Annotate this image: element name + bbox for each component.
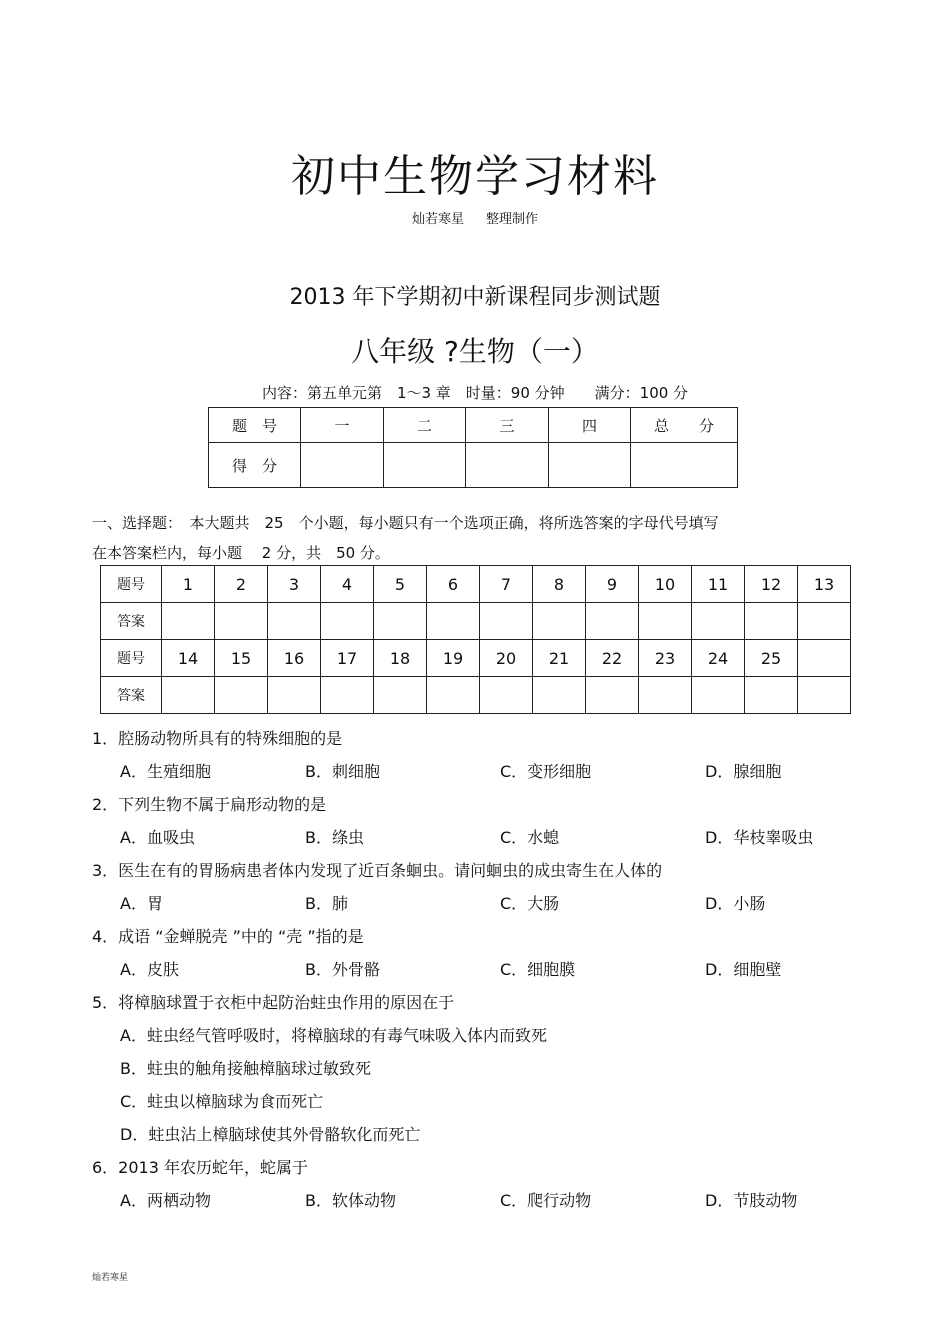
score-header-cell: 题 号	[209, 408, 301, 443]
question-number-cell: 16	[268, 640, 321, 677]
answer-cell[interactable]	[692, 677, 745, 714]
question-stem: 1．腔肠动物所具有的特殊细胞的是	[92, 729, 343, 748]
question-number-cell: 20	[480, 640, 533, 677]
answer-cell[interactable]	[321, 603, 374, 640]
answer-cell[interactable]	[745, 603, 798, 640]
credit-note: 整理制作	[486, 212, 539, 227]
question-number-cell: 23	[639, 640, 692, 677]
exam-title: 2013 年下学期初中新课程同步测试题	[289, 285, 661, 310]
answer-cell[interactable]	[427, 677, 480, 714]
exam-grade: 八年级 ?生物（一）	[351, 335, 599, 368]
question-number-cell: 25	[745, 640, 798, 677]
footer-text: 灿若寒星	[92, 1273, 129, 1283]
answer-cell[interactable]	[268, 677, 321, 714]
question-number-cell: 4	[321, 566, 374, 603]
question-number-cell: 1	[162, 566, 215, 603]
credit-author: 灿若寒星	[411, 212, 464, 227]
question-option: A．皮肤	[120, 960, 179, 979]
question-number-cell: 17	[321, 640, 374, 677]
score-input-cell[interactable]	[466, 443, 549, 488]
question-option: C．变形细胞	[500, 762, 592, 781]
question-number-cell: 6	[427, 566, 480, 603]
answer-cell[interactable]	[374, 677, 427, 714]
question-number-cell: 11	[692, 566, 745, 603]
answer-table-row-label: 题号	[101, 640, 162, 677]
score-header-cell: 总 分	[631, 408, 738, 443]
question-option: C．水螅	[500, 828, 560, 847]
answer-cell[interactable]	[321, 677, 374, 714]
question-number-cell: 18	[374, 640, 427, 677]
answer-cell[interactable]	[215, 677, 268, 714]
score-table	[208, 407, 738, 488]
question-stem: 3．医生在有的胃肠病患者体内发现了近百条蛔虫。请问蛔虫的成虫寄生在人体的	[92, 861, 663, 880]
answer-cell[interactable]	[162, 603, 215, 640]
question-option: B．刺细胞	[305, 762, 380, 781]
answer-cell[interactable]	[586, 677, 639, 714]
question-number-cell: 22	[586, 640, 639, 677]
score-input-cell[interactable]	[549, 443, 631, 488]
question-option: A．蛀虫经气管呼吸时，将樟脑球的有毒气味吸入体内而致死	[120, 1026, 547, 1045]
question-option: B．软体动物	[305, 1191, 396, 1210]
score-header-cell: 二	[384, 408, 466, 443]
answer-cell[interactable]	[798, 603, 851, 640]
question-number-cell: 19	[427, 640, 480, 677]
answer-cell[interactable]	[692, 603, 745, 640]
question-stem: 5．将樟脑球置于衣柜中起防治蛀虫作用的原因在于	[92, 993, 455, 1012]
answer-cell[interactable]	[745, 677, 798, 714]
question-option: D．华枝睾吸虫	[705, 828, 814, 847]
question-number-cell: 13	[798, 566, 851, 603]
answer-table-row-label: 题号	[101, 566, 162, 603]
answer-cell[interactable]	[798, 677, 851, 714]
answer-table-row-label: 答案	[101, 603, 162, 640]
exam-info: 内容：第五单元第 1～3 章 时量：90 分钟 满分：100 分	[261, 384, 689, 402]
score-input-cell[interactable]	[301, 443, 384, 488]
question-number-cell: 9	[586, 566, 639, 603]
question-number-cell: 15	[215, 640, 268, 677]
section-instructions	[92, 508, 852, 568]
question-option: B．肺	[305, 894, 348, 913]
section-line-1: 一、选择题： 本大题共 25 个小题，每小题只有一个选项正确，将所选答案的字母代号填写	[92, 514, 719, 532]
question-number-cell	[798, 640, 851, 677]
answer-cell[interactable]	[533, 677, 586, 714]
answer-cell[interactable]	[427, 603, 480, 640]
answer-cell[interactable]	[533, 603, 586, 640]
answer-cell[interactable]	[374, 603, 427, 640]
question-stem: 4．成语 “金蝉脱壳 ”中的 “壳 ”指的是	[92, 927, 364, 946]
answer-cell[interactable]	[268, 603, 321, 640]
question-number-cell: 12	[745, 566, 798, 603]
question-number-cell: 21	[533, 640, 586, 677]
credit-line	[0, 208, 950, 227]
question-option: C．大肠	[500, 894, 560, 913]
question-number-cell: 5	[374, 566, 427, 603]
score-header-cell: 三	[466, 408, 549, 443]
question-number-cell: 8	[533, 566, 586, 603]
question-option: A．胃	[120, 894, 163, 913]
document-title: 初中生物学习材料	[291, 151, 659, 202]
score-input-cell[interactable]	[384, 443, 466, 488]
question-option: B．绦虫	[305, 828, 364, 847]
question-number-cell: 7	[480, 566, 533, 603]
question-number-cell: 10	[639, 566, 692, 603]
answer-table-row-label: 答案	[101, 677, 162, 714]
answer-cell[interactable]	[162, 677, 215, 714]
question-stem: 2．下列生物不属于扁形动物的是	[92, 795, 327, 814]
question-option: C．蛀虫以樟脑球为食而死亡	[120, 1092, 324, 1111]
question-option: A．血吸虫	[120, 828, 195, 847]
question-number-cell: 24	[692, 640, 745, 677]
question-option: D．细胞壁	[705, 960, 782, 979]
question-option: A．生殖细胞	[120, 762, 211, 781]
answer-cell[interactable]	[215, 603, 268, 640]
answer-table	[100, 565, 851, 714]
answer-cell[interactable]	[586, 603, 639, 640]
answer-cell[interactable]	[639, 603, 692, 640]
question-option: B．外骨骼	[305, 960, 380, 979]
question-number-cell: 3	[268, 566, 321, 603]
question-option: A．两栖动物	[120, 1191, 211, 1210]
score-row-label: 得 分	[209, 443, 301, 488]
section-line-2: 在本答案栏内，每小题 2 分，共 50 分。	[92, 544, 390, 562]
question-option: D．节肢动物	[705, 1191, 798, 1210]
question-number-cell: 14	[162, 640, 215, 677]
score-header-cell: 四	[549, 408, 631, 443]
question-option: C．爬行动物	[500, 1191, 592, 1210]
score-header-cell: 一	[301, 408, 384, 443]
question-option: B．蛀虫的触角接触樟脑球过敏致死	[120, 1059, 371, 1078]
question-option: D．蛀虫沾上樟脑球使其外骨骼软化而死亡	[120, 1125, 421, 1144]
question-number-cell: 2	[215, 566, 268, 603]
answer-cell[interactable]	[480, 603, 533, 640]
question-option: D．小肠	[705, 894, 766, 913]
question-option: C．细胞膜	[500, 960, 576, 979]
score-input-cell[interactable]	[631, 443, 738, 488]
question-stem: 6．2013 年农历蛇年，蛇属于	[92, 1158, 308, 1177]
question-option: D．腺细胞	[705, 762, 782, 781]
answer-cell[interactable]	[639, 677, 692, 714]
answer-cell[interactable]	[480, 677, 533, 714]
